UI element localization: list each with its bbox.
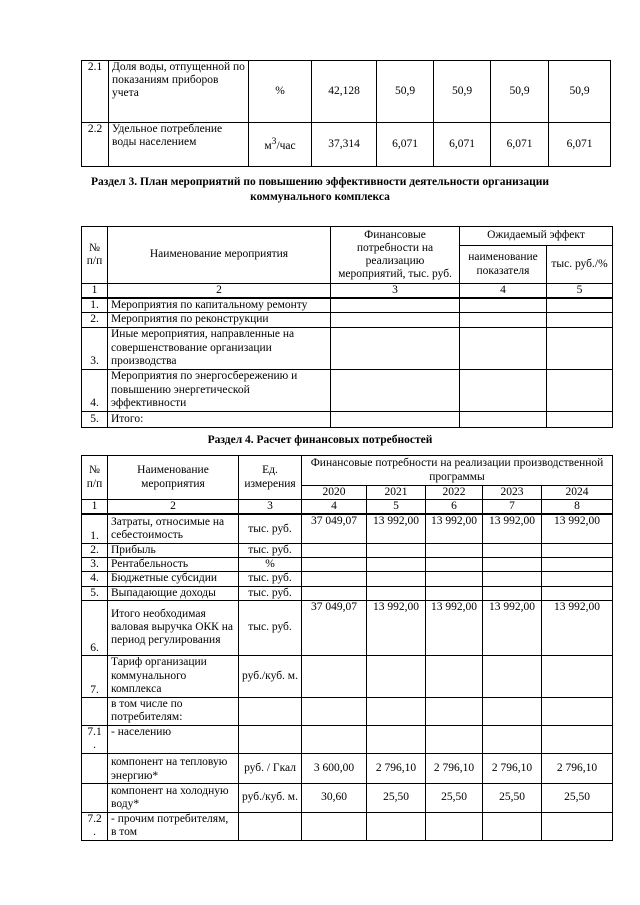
row-name: Итого необходимая валовая выручка ОКК на период регулирования [108, 600, 239, 655]
section3-title [0, 175, 640, 205]
cell-value [542, 543, 613, 557]
cell-value [426, 543, 483, 557]
cell-value: 13 992,00 [367, 600, 426, 655]
cell-value: 50,9 [549, 61, 611, 123]
row-number: 1. [82, 298, 108, 313]
cell-value: 2 796,10 [426, 753, 483, 783]
row-number: 6. [82, 600, 108, 655]
row-unit [239, 812, 302, 840]
row-unit: тыс. руб. [239, 600, 302, 655]
header-effect: Ожидаемый эффект [460, 227, 613, 246]
column-number: 5 [547, 284, 613, 299]
row-unit: тыс. руб. [239, 572, 302, 586]
cell-value: 37 049,07 [302, 600, 367, 655]
table-row [82, 697, 613, 725]
cell-value: 2 796,10 [483, 753, 542, 783]
cell-value: 13 992,00 [483, 600, 542, 655]
cell-value [302, 572, 367, 586]
cell-value [302, 655, 367, 697]
cell-value: 13 992,00 [542, 600, 613, 655]
row-name: Доля воды, отпущенной по показаниям приборов учета [109, 61, 249, 123]
cell-value [483, 543, 542, 557]
year-header: 2023 [483, 486, 542, 500]
column-number: 1 [82, 500, 108, 515]
table-row [82, 558, 613, 572]
row-number: 1. [82, 514, 108, 543]
row-number: 3. [82, 558, 108, 572]
table-row [82, 586, 613, 600]
measures-table [81, 226, 613, 428]
row-name: Рентабельность [108, 558, 239, 572]
cell-value [426, 586, 483, 600]
cell-value: 3 600,00 [302, 753, 367, 783]
table-row [82, 327, 613, 369]
cell-value: 37 049,07 [302, 514, 367, 543]
year-header: 2022 [426, 486, 483, 500]
cell-value [426, 655, 483, 697]
cell-value [483, 812, 542, 840]
cell-value [542, 812, 613, 840]
row-unit [239, 697, 302, 725]
column-number: 8 [542, 500, 613, 515]
column-number: 4 [302, 500, 367, 515]
row-number: 5. [82, 411, 108, 427]
cell-value: 50,9 [377, 61, 434, 123]
row-name: Итого: [108, 411, 331, 427]
cell-value [426, 572, 483, 586]
row-number [82, 783, 108, 812]
table-row [82, 514, 613, 543]
cell-value: 42,128 [312, 61, 377, 123]
row-name: Мероприятия по реконструкции [108, 313, 331, 327]
year-header: 2024 [542, 486, 613, 500]
cell-value: 30,60 [302, 783, 367, 812]
cell-value [542, 586, 613, 600]
cell-value [483, 572, 542, 586]
column-number: 4 [460, 284, 547, 299]
row-unit: тыс. руб. [239, 586, 302, 600]
row-name: Прибыль [108, 543, 239, 557]
cell-value [367, 697, 426, 725]
row-unit [249, 123, 312, 167]
cell-value: 13 992,00 [483, 514, 542, 543]
row-name: - прочим потребителям, в том [108, 812, 239, 840]
row-unit: % [239, 558, 302, 572]
row-number: 4. [82, 369, 108, 411]
cell-value: 2 796,10 [367, 753, 426, 783]
cell-value [426, 725, 483, 753]
row-number: 7. [82, 655, 108, 697]
row-number: 2. [82, 313, 108, 327]
column-number: 3 [239, 500, 302, 515]
row-number: 2.2 [82, 123, 109, 167]
header-fin: Финансовые потребности на реализацию мероприятий, тыс. руб. [331, 227, 460, 284]
cell-value [302, 697, 367, 725]
row-number: 7.1 . [82, 725, 108, 753]
column-number: 2 [108, 284, 331, 299]
table-row [82, 61, 611, 123]
cell-value [483, 725, 542, 753]
cell-value: 13 992,00 [426, 514, 483, 543]
table-row [82, 543, 613, 557]
header-num: № п/п [82, 456, 108, 500]
row-name: Иные мероприятия, направленные на совершенствование организации производства [108, 327, 331, 369]
year-header: 2020 [302, 486, 367, 500]
row-unit: руб. / Гкал [239, 753, 302, 783]
cell-value [483, 586, 542, 600]
row-number: 2. [82, 543, 108, 557]
table-row [82, 600, 613, 655]
table-row [82, 369, 613, 411]
row-unit [239, 725, 302, 753]
row-name: Бюджетные субсидии [108, 572, 239, 586]
cell-value [483, 558, 542, 572]
section3-title-line2: коммунального комплекса [250, 190, 390, 203]
cell-value: 25,50 [542, 783, 613, 812]
cell-value [302, 725, 367, 753]
row-number: 5. [82, 586, 108, 600]
cell-value: 25,50 [426, 783, 483, 812]
row-unit: тыс. руб. [239, 543, 302, 557]
table-row [82, 753, 613, 783]
table-row [82, 725, 613, 753]
row-unit: руб./куб. м. [239, 783, 302, 812]
cell-value [542, 558, 613, 572]
financial-needs-table [81, 455, 613, 841]
unit-base: м [264, 139, 272, 152]
column-numbers-row [82, 284, 613, 299]
cell-value: 6,071 [377, 123, 434, 167]
cell-value [542, 655, 613, 697]
cell-value: 6,071 [434, 123, 491, 167]
row-name: Выпадающие доходы [108, 586, 239, 600]
cell-value [542, 725, 613, 753]
row-name: Удельное потребление воды населением [109, 123, 249, 167]
header-effect-name: наименование показателя [460, 246, 547, 284]
row-number: 7.2 . [82, 812, 108, 840]
row-number: 2.1 [82, 61, 109, 123]
table-row [82, 411, 613, 427]
header-effect-value: тыс. руб./% [547, 246, 613, 284]
cell-value [542, 572, 613, 586]
cell-value: 50,9 [491, 61, 549, 123]
cell-value: 13 992,00 [542, 514, 613, 543]
row-name: Мероприятия по капитальному ремонту [108, 298, 331, 313]
cell-value [367, 586, 426, 600]
row-name: Тариф организации коммунального комплекса [108, 655, 239, 697]
cell-value: 6,071 [549, 123, 611, 167]
header-row [82, 456, 613, 486]
row-name: Мероприятия по энергосбережению и повышению энергетической эффективности [108, 369, 331, 411]
cell-value [367, 655, 426, 697]
row-name: компонент на холодную воду* [108, 783, 239, 812]
unit-superscript: 3 [271, 135, 277, 147]
cell-value [367, 558, 426, 572]
row-number: 3. [82, 327, 108, 369]
cell-value [426, 697, 483, 725]
row-number [82, 753, 108, 783]
column-number: 7 [483, 500, 542, 515]
header-name: Наименование мероприятия [108, 227, 331, 284]
header-row [82, 227, 613, 246]
cell-value [483, 697, 542, 725]
cell-value [302, 558, 367, 572]
row-number [82, 697, 108, 725]
cell-value [542, 697, 613, 725]
row-unit: тыс. руб. [239, 514, 302, 543]
column-number: 5 [367, 500, 426, 515]
indicators-table [81, 60, 611, 167]
header-name: Наименование мероприятия [108, 456, 239, 500]
table-row [82, 313, 613, 327]
year-header: 2021 [367, 486, 426, 500]
cell-value [426, 558, 483, 572]
cell-value [426, 812, 483, 840]
column-number: 6 [426, 500, 483, 515]
cell-value [302, 543, 367, 557]
cell-value: 25,50 [367, 783, 426, 812]
row-name: компонент на тепловую энергию* [108, 753, 239, 783]
table-row [82, 783, 613, 812]
unit-rest: /час [276, 139, 296, 152]
row-name: Затраты, относимые на себестоимость [108, 514, 239, 543]
cell-value: 13 992,00 [426, 600, 483, 655]
cell-value: 37,314 [312, 123, 377, 167]
row-number: 4. [82, 572, 108, 586]
column-number: 3 [331, 284, 460, 299]
table-row [82, 123, 611, 167]
column-number: 1 [82, 284, 108, 299]
row-unit: руб./куб. м. [239, 655, 302, 697]
cell-value [367, 543, 426, 557]
cell-value [302, 812, 367, 840]
cell-value: 13 992,00 [367, 514, 426, 543]
row-name: в том числе по потребителям: [108, 697, 239, 725]
cell-value: 25,50 [483, 783, 542, 812]
section3-title-line1: Раздел 3. План мероприятий по повышению эффективности деятельности организации [91, 176, 549, 188]
header-unit: Ед. измерения [239, 456, 302, 500]
cell-value [367, 572, 426, 586]
cell-value [367, 812, 426, 840]
header-num: № п/п [82, 227, 108, 284]
column-numbers-row [82, 500, 613, 515]
table-row [82, 298, 613, 313]
header-fin: Финансовые потребности на реализации производственной программы [302, 456, 613, 486]
section4-title: Раздел 4. Расчет финансовых потребностей [207, 434, 433, 446]
row-name: - населению [108, 725, 239, 753]
table-row [82, 812, 613, 840]
table-row [82, 572, 613, 586]
cell-value: 6,071 [491, 123, 549, 167]
table-row [82, 655, 613, 697]
column-number: 2 [108, 500, 239, 515]
cell-value: 50,9 [434, 61, 491, 123]
cell-value [367, 725, 426, 753]
cell-value: 2 796,10 [542, 753, 613, 783]
row-unit: % [249, 61, 312, 123]
cell-value [483, 655, 542, 697]
cell-value [302, 586, 367, 600]
